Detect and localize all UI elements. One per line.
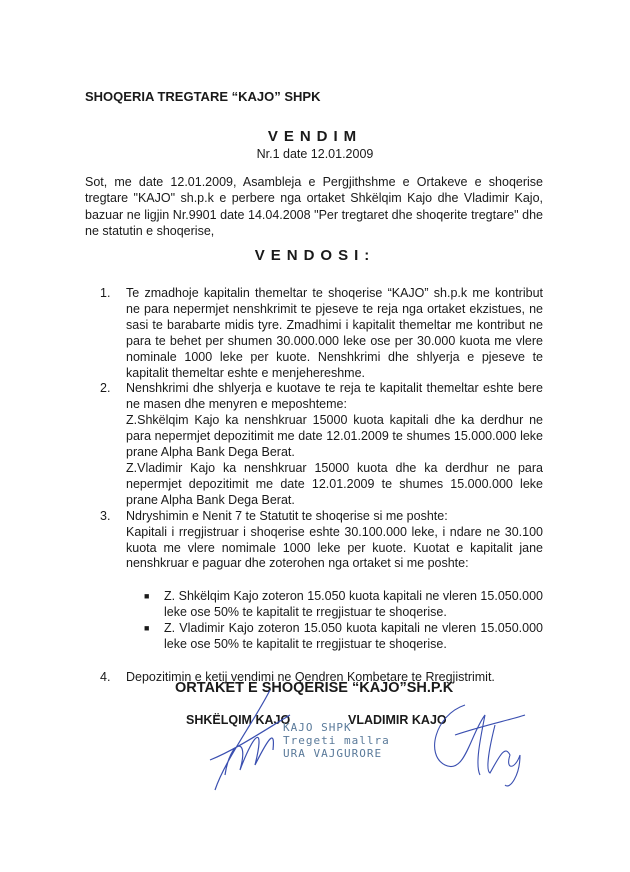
item-text: Z.Shkëlqim Kajo ka nenshkruar 15000 kuota kapitali dhe ka derdhur ne para nepermjet depozitimit me date 12.01.2009 te shumes 15.000.000 leke prane Alpha Bank Dega Berat.: [126, 413, 543, 460]
signatory-2-name: VLADIMIR KAJO: [348, 713, 447, 727]
item-text: Kapitali i rregjistruar i shoqerise eshte 30.100.000 leke, i ndare ne 30.100 kuota me vlere nomimale 1000 leke per kuote. Kuotat e kapitalit jane nenshkruar e paguar dhe zoterohen nga ortaket si me poshte:: [126, 524, 543, 571]
stamp-line: Tregeti mallra: [283, 734, 390, 747]
company-header: SHOQERIA TREGTARE “KAJO” SHPK: [85, 89, 321, 104]
stamp-line: URA VAJGURORE: [283, 747, 383, 760]
signatory-1-name: SHKËLQIM KAJO: [186, 713, 291, 727]
bullet-item: [144, 589, 543, 621]
bullet-text: Z. Shkëlqim Kajo zoteron 15.050 kuota kapitali ne vleren 15.050.000 leke ose 50% te kapitalit te rregjistuar te shoqerise.: [164, 589, 543, 620]
stamp-line: KAJO SHPK: [283, 721, 352, 734]
item-number: 2.: [100, 381, 111, 396]
intro-paragraph: Sot, me date 12.01.2009, Asambleja e Pergjithshme e Ortakeve e shoqerise tregtare "KAJO" sh.p.k e perbere nga ortaket Shkëlqim Kajo dhe Vladimir Kajo, bazuar ne ligjin Nr.9901 date 14.04.2008 "Per tregtaret dhe shoqerite tregtare" dhe ne statutin e shoqerise,: [85, 175, 543, 239]
decision-number-date: Nr.1 date 12.01.2009: [256, 147, 374, 161]
item-number: 1.: [100, 286, 111, 300]
decides-heading: VENDOSI:: [254, 247, 376, 264]
signature-1-icon: [195, 680, 305, 795]
item-text: Z.Vladimir Kajo ka nenshkruar 15000 kuota dhe ka derdhur ne para nepermjet depozitimit me date 12.01.2009 te shumes 15.000.000 leke prane Alpha Bank Dega Berat.: [126, 460, 543, 507]
item-text: Te zmadhoje kapitalin themeltar te shoqerise “KAJO” sh.p.k me kontribut ne para nepermjet nenshkrimit te pjeseve te reja nga ortaket ekzistues, ne sasi te barabarte midis tyre. Zmadhimi i kapitalit themeltar me kontribut ne para te behet per shumen 30.000.000 leke ose per 30.000 kuota me vlere nominale 1000 leke per kuote. Nenshkrimi dhe shlyerja e pjeseve te kapitalit themeltar eshte e menjehereshme.: [126, 286, 543, 380]
signature-2-icon: [425, 695, 535, 790]
list-item: [100, 509, 543, 670]
list-item: [100, 286, 543, 381]
item-text: Depozitimin e ketij vendimi ne Qendren Kombetare te Rregjistrimit.: [126, 669, 495, 684]
document-title: VENDIM: [267, 128, 363, 145]
bullet-text: Z. Vladimir Kajo zoteron 15.050 kuota kapitali ne vleren 15.050.000 leke ose 50% te kapitalit te rregjistuar te shoqerise.: [164, 621, 543, 652]
decision-list: [100, 286, 543, 686]
bullet-item: [144, 621, 543, 653]
item-text: Nenshkrimi dhe shlyerja e kuotave te reja te kapitalit themeltar eshte bere ne masen dhe menyren e meposhteme:: [126, 381, 543, 412]
bullet-icon: ■: [144, 623, 150, 634]
item-text: Ndryshimin e Nenit 7 te Statutit te shoqerise si me poshte:: [126, 508, 448, 523]
item-number: 4.: [100, 669, 111, 684]
owners-title: ORTAKET E SHOQERISE “KAJO”SH.P.K: [175, 680, 454, 696]
bullet-icon: ■: [144, 591, 150, 602]
item-number: 3.: [100, 508, 111, 523]
list-item: [100, 381, 543, 508]
